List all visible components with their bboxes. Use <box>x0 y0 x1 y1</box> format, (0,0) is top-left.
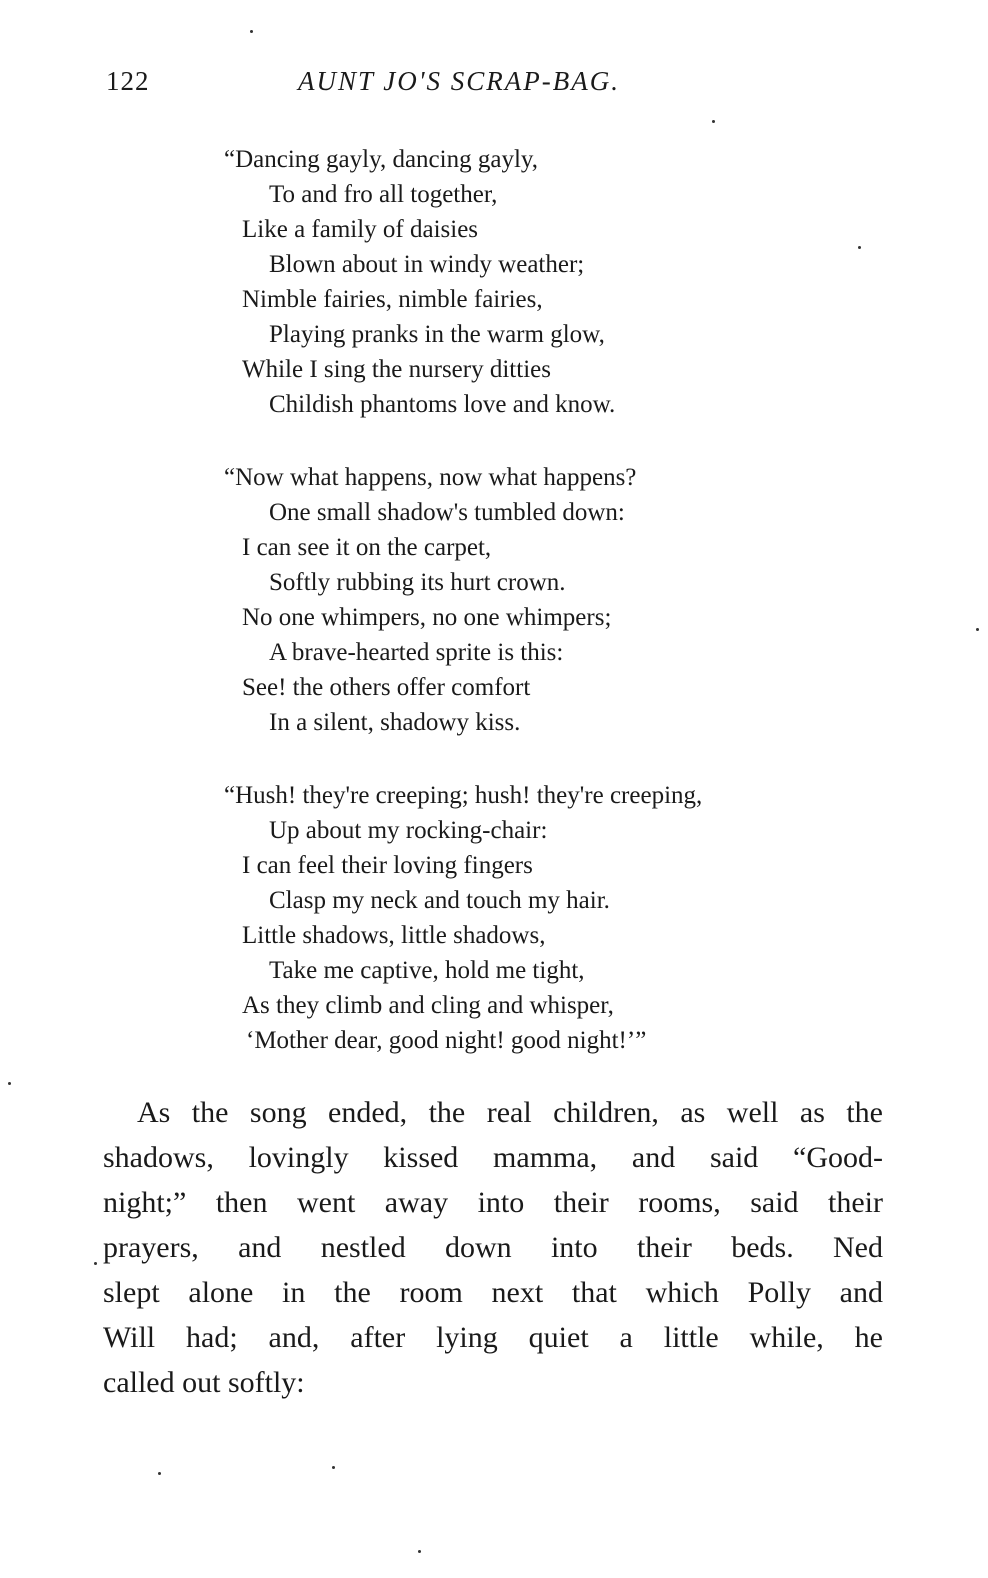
scan-speck <box>976 628 979 631</box>
poem-line: While I sing the nursery ditties <box>242 356 551 383</box>
poem-line: As they climb and cling and whisper, <box>242 992 614 1019</box>
poem-stanza-2 <box>224 460 864 740</box>
poem-line: Childish phantoms love and know. <box>269 391 616 418</box>
prose-line: Will had; and, after lying quiet a little while, he <box>103 1321 883 1354</box>
scan-speck <box>418 1550 421 1553</box>
prose-paragraph <box>103 1090 883 1405</box>
scan-speck <box>250 30 253 33</box>
poem-line: Softly rubbing its hurt crown. <box>269 569 566 596</box>
prose-line: As the song ended, the real children, as well as the <box>137 1096 883 1129</box>
scan-speck <box>858 246 861 249</box>
poem-line: Take me captive, hold me tight, <box>269 957 585 984</box>
poem-line: “Dancing gayly, dancing gayly, <box>224 146 539 173</box>
prose-line: slept alone in the room next that which Polly and <box>103 1276 883 1309</box>
poem-line: Clasp my neck and touch my hair. <box>269 887 610 914</box>
poem-stanza-3 <box>224 778 864 1058</box>
poem-line: In a silent, shadowy kiss. <box>269 709 521 736</box>
prose-line: called out softly: <box>103 1366 305 1399</box>
page-number: 122 <box>106 66 150 96</box>
poem-line: I can feel their loving fingers <box>242 852 533 879</box>
poem <box>224 142 864 1096</box>
prose-line: prayers, and nestled down into their beds. Ned <box>103 1231 883 1264</box>
scan-speck <box>332 1466 335 1469</box>
poem-line: No one whimpers, no one whimpers; <box>242 604 612 631</box>
poem-line: To and fro all together, <box>269 181 498 208</box>
scan-speck <box>158 1472 161 1475</box>
scan-speck <box>94 1262 97 1265</box>
poem-line: I can see it on the carpet, <box>242 534 492 561</box>
poem-line: “Now what happens, now what happens? <box>224 464 637 491</box>
poem-line: Like a family of daisies <box>242 216 479 243</box>
prose-line: shadows, lovingly kissed mamma, and said “Good- <box>103 1141 883 1174</box>
poem-line: One small shadow's tumbled down: <box>269 499 625 526</box>
running-title: AUNT JO'S SCRAP-BAG. <box>298 66 620 96</box>
scan-speck <box>8 1082 11 1085</box>
scan-speck <box>712 120 715 123</box>
prose-line: night;” then went away into their rooms, said their <box>103 1186 883 1219</box>
poem-line: Nimble fairies, nimble fairies, <box>242 286 543 313</box>
poem-line: Little shadows, little shadows, <box>242 922 546 949</box>
poem-line: Up about my rocking-chair: <box>269 817 548 844</box>
poem-line: “Hush! they're creeping; hush! they're creeping, <box>224 782 703 809</box>
poem-line: Blown about in windy weather; <box>269 251 585 278</box>
poem-line: Playing pranks in the warm glow, <box>269 321 605 348</box>
page-header <box>0 66 988 106</box>
poem-stanza-1 <box>224 142 864 422</box>
poem-line: See! the others offer comfort <box>242 674 531 701</box>
poem-line: ‘Mother dear, good night! good night!’” <box>246 1027 647 1054</box>
poem-line: A brave-hearted sprite is this: <box>269 639 564 666</box>
